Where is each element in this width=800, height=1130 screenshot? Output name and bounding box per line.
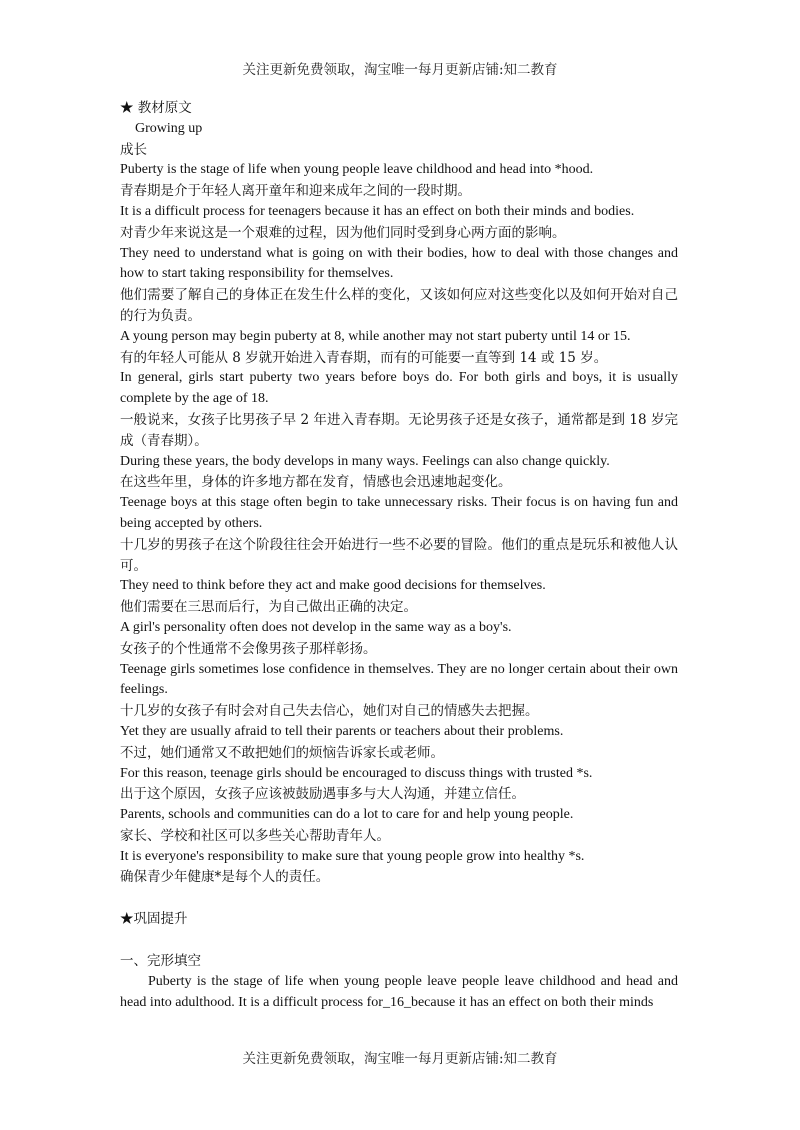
english-sentence: In general, girls start puberty two years before boys do. For both girls and boys, it is usually complete by the age of 18. (120, 370, 678, 407)
chinese-translation: 不过，她们通常又不敢把她们的烦恼告诉家长或老师。 (120, 744, 444, 761)
chinese-translation: 有的年轻人可能从 8 岁就开始进入青春期，而有的可能要一直等到 14 或 15 岁。 (120, 349, 608, 366)
english-sentence: They need to understand what is going on with their bodies, how to deal with those changes and how to start taking responsibility for themselves. (120, 245, 678, 282)
page-header: 关注更新免费领取，淘宝唯一每月更新店铺:知二教育 (242, 62, 558, 78)
section-title-cloze: 一、完形填空 (120, 953, 201, 970)
chinese-translation: 确保青少年健康*是每个人的责任。 (120, 869, 330, 886)
english-sentence: During these years, the body develops in many ways. Feelings can also change quickly. (120, 453, 610, 469)
english-sentence: They need to think before they act and make good decisions for themselves. (120, 578, 546, 594)
page-footer: 关注更新免费领取，淘宝唯一每月更新店铺:知二教育 (242, 1051, 558, 1067)
english-sentence: Teenage girls sometimes lose confidence in themselves. They are no longer certain about their own feelings. (120, 661, 678, 698)
chinese-translation: 女孩子的个性通常不会像男孩子那样彰扬。 (120, 640, 377, 657)
english-sentence: For this reason, teenage girls should be encouraged to discuss things with trusted *s. (120, 765, 593, 781)
chinese-translation: 一般说来，女孩子比男孩子早 2 年进入青春期。无论男孩子还是女孩子，通常都是到 18 岁完成（青春期）。 (120, 411, 678, 449)
cloze-passage: Puberty is the stage of life when young people leave people leave childhood and head and head into adulthood. It is a difficult process for_16_because it has an effect on both their minds (120, 973, 678, 1010)
english-sentence: Teenage boys at this stage often begin to take unnecessary risks. Their focus is on having fun and being accepted by others. (120, 495, 678, 531)
chinese-translation: 青春期是介于年轻人离开童年和迎来成年之间的一段时期。 (120, 183, 471, 200)
bilingual-lines (120, 160, 678, 888)
document-body (120, 98, 678, 1013)
english-sentence: Yet they are usually afraid to tell their parents or teachers about their problems. (120, 723, 564, 739)
english-sentence: A girl's personality often does not develop in the same way as a boy's. (120, 619, 512, 635)
english-sentence: A young person may begin puberty at 8, while another may not start puberty until 14 or 15. (120, 328, 631, 344)
english-sentence: It is everyone's responsibility to make sure that young people grow into healthy *s. (120, 848, 585, 864)
chinese-translation: 对青少年来说这是一个艰难的过程，因为他们同时受到身心两方面的影响。 (120, 224, 566, 241)
chinese-translation: 十几岁的男孩子在这个阶段往往会开始进行一些不必要的冒险。他们的重点是玩乐和被他人认可。 (120, 536, 678, 574)
section-title-consolidation: ★巩固提升 (120, 911, 188, 928)
chinese-translation: 家长、学校和社区可以多些关心帮助青年人。 (120, 827, 390, 844)
chinese-translation: 他们需要在三思而后行，为自己做出正确的决定。 (120, 599, 417, 616)
section-title-original-text: ★ 教材原文 (120, 100, 192, 116)
english-sentence: It is a difficult process for teenagers because it has an effect on both their minds and bodies. (120, 203, 635, 219)
chinese-translation: 十几岁的女孩子有时会对自己失去信心，她们对自己的情感失去把握。 (120, 703, 539, 720)
lesson-title-cn: 成长 (120, 141, 147, 158)
chinese-translation: 在这些年里，身体的许多地方都在发育，情感也会迅速地起变化。 (120, 474, 512, 491)
chinese-translation: 他们需要了解自己的身体正在发生什么样的变化，又该如何应对这些变化以及如何开始对自己的行为负责。 (120, 287, 678, 324)
chinese-translation: 出于这个原因，女孩子应该被鼓励遇事多与大人沟通，并建立信任。 (120, 786, 525, 803)
english-sentence: Puberty is the stage of life when young people leave childhood and head into *hood. (120, 162, 594, 178)
lesson-title-en: Growing up (135, 120, 203, 136)
english-sentence: Parents, schools and communities can do a lot to care for and help young people. (120, 807, 574, 823)
